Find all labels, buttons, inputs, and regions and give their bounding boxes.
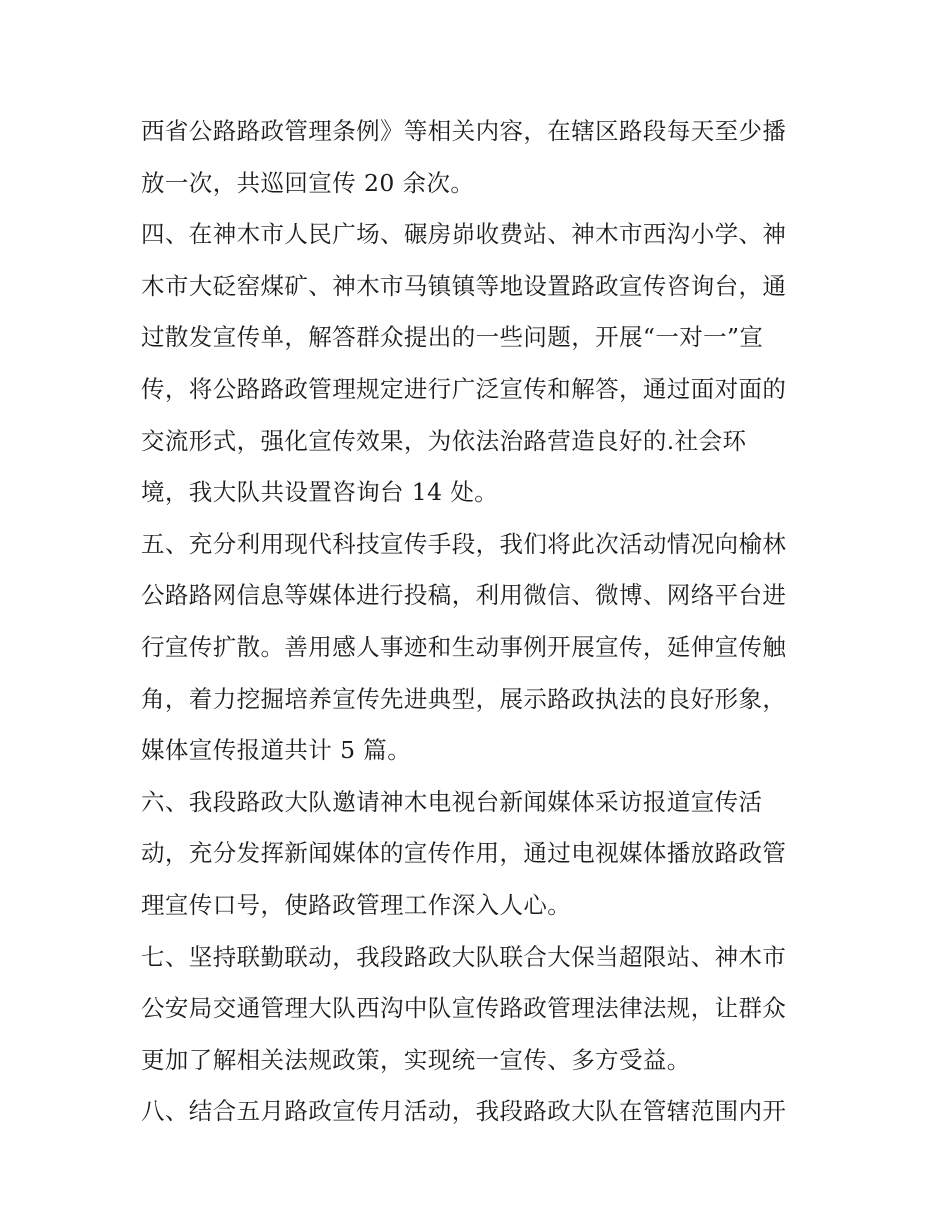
- text-line: 四、在神木市人民广场、碾房峁收费站、神木市西沟小学、神: [141, 220, 787, 249]
- text-line: 交流形式，强化宣传效果，为依法治路营造良好的.社会环: [141, 426, 747, 455]
- text-line: 动，充分发挥新闻媒体的宣传作用，通过电视媒体播放路政管: [141, 839, 787, 868]
- text-line: 更加了解相关法规政策，实现统一宣传、多方受益。: [141, 1045, 691, 1074]
- text-line: 六、我段路政大队邀请神木电视台新闻媒体采访报道宣传活: [141, 787, 763, 816]
- text-line: 境，我大队共设置咨询台 14 处。: [141, 478, 499, 507]
- text-line: 公路路网信息等媒体进行投稿，利用微信、微博、网络平台进: [141, 581, 787, 610]
- text-line: 传，将公路路政管理规定进行广泛宣传和解答，通过面对面的: [141, 374, 787, 403]
- text-line: 木市大砭窑煤矿、神木市马镇镇等地设置路政宣传咨询台，通: [141, 271, 787, 300]
- body-text: [141, 106, 821, 1138]
- text-line: 角，着力挖掘培养宣传先进典型，展示路政执法的良好形象，: [141, 684, 787, 713]
- text-line: 放一次，共巡回宣传 20 余次。: [141, 168, 475, 197]
- text-line: 八、结合五月路政宣传月活动，我段路政大队在管辖范围内开: [141, 1097, 787, 1126]
- text-line: 行宣传扩散。善用感人事迹和生动事例开展宣传，延伸宣传触: [141, 632, 787, 661]
- text-line: 媒体宣传报道共计 5 篇。: [141, 736, 412, 765]
- text-line: 七、坚持联勤联动，我段路政大队联合大保当超限站、神木市: [141, 942, 787, 971]
- text-line: 公安局交通管理大队西沟中队宣传路政管理法律法规，让群众: [141, 994, 787, 1023]
- text-line: 理宣传口号，使路政管理工作深入人心。: [141, 890, 572, 919]
- text-line: 西省公路路政管理条例》等相关内容，在辖区路段每天至少播: [141, 117, 787, 145]
- text-line: 五、充分利用现代科技宣传手段，我们将此次活动情况向榆林: [141, 529, 787, 558]
- text-line: 过散发宣传单，解答群众提出的一些问题，开展“一对一”宣: [141, 323, 764, 352]
